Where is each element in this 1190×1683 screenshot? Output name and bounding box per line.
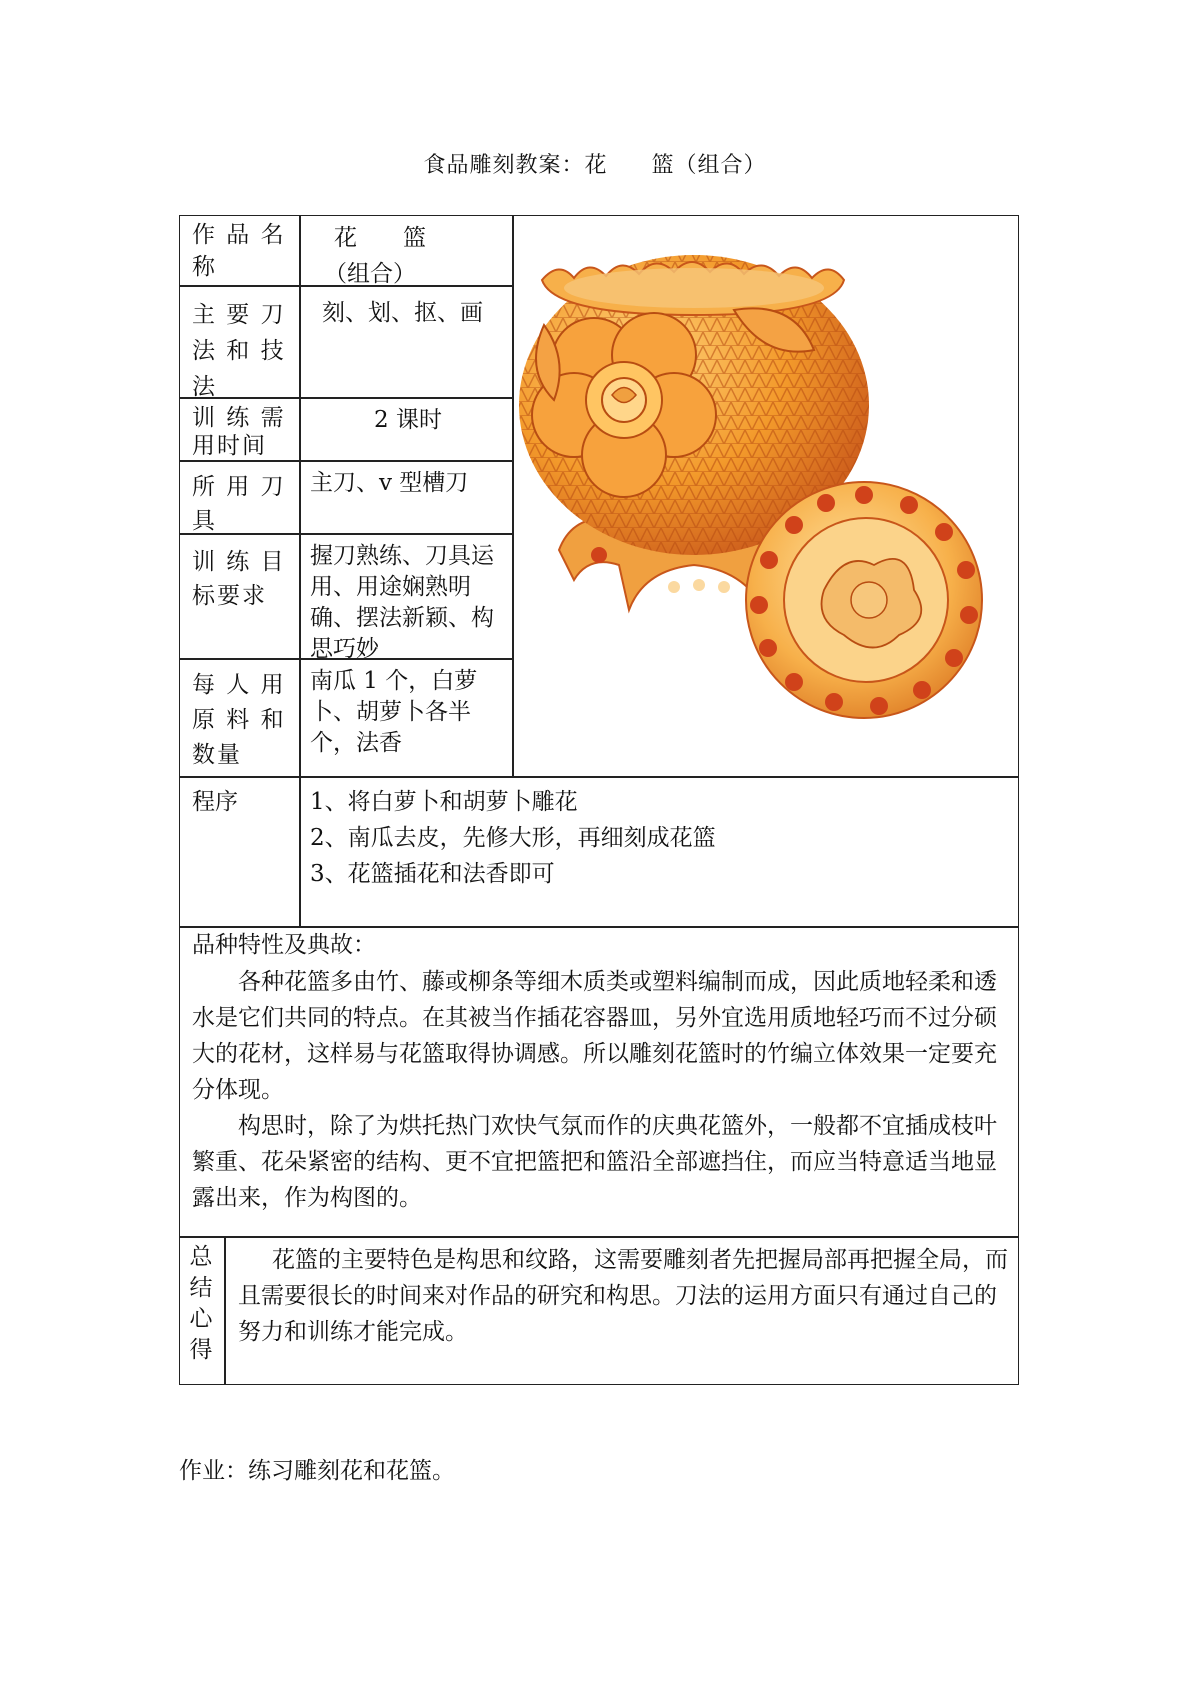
value-time: 2 课时 xyxy=(374,407,442,433)
story-section xyxy=(192,926,1012,1216)
table-divider xyxy=(179,1236,1019,1238)
page-title xyxy=(0,148,1190,179)
story-paragraph: 各种花篮多由竹、藤或柳条等细木质类或塑料编制而成，因此质地轻柔和透水是它们共同的特点。在其被当作插花容器皿，另外宜选用质地轻巧而不过分硕大的花材，这样易与花篮取得协调感。所以雕刻花篮时的竹编立体效果一定要充分体现。 xyxy=(192,969,997,1103)
procedure-step: 2、南瓜去皮，先修大形，再细刻成花篮 xyxy=(310,825,716,851)
procedure-step: 3、花篮插花和法香即可 xyxy=(310,861,555,887)
basket-lid xyxy=(746,482,982,718)
table-divider xyxy=(179,776,1019,778)
summary-label-char: 得 xyxy=(189,1337,213,1363)
title-left: 食品雕刻教案：花 xyxy=(423,153,608,178)
summary-label-char: 结 xyxy=(189,1275,213,1301)
table-divider xyxy=(299,215,301,927)
label-goal: 训 练 目 标要求 xyxy=(192,549,286,609)
summary-label-char: 总 xyxy=(189,1244,213,1270)
procedure-step: 1、将白萝卜和胡萝卜雕花 xyxy=(310,789,578,815)
value-goal: 握刀熟练、刀具运用、用途娴熟明确、摆法新颖、构思巧妙 xyxy=(310,543,494,662)
label-procedure: 程序 xyxy=(192,789,238,815)
summary-label-char: 心 xyxy=(189,1306,213,1332)
homework-note: 作业：练习雕刻花和花篮。 xyxy=(179,1458,455,1484)
title-right: 篮（组合） xyxy=(651,153,767,178)
table-divider xyxy=(224,1236,226,1385)
label-time: 训 练 需 用时间 xyxy=(192,405,286,459)
label-materials: 每 人 用 原 料 和 数量 xyxy=(192,672,286,768)
label-technique: 主 要 刀 法 和 技 法 xyxy=(192,302,286,400)
story-paragraph: 构思时，除了为烘托热门欢快气氛而作的庆典花篮外，一般都不宜插成枝叶繁重、花朵紧密的结构、更不宜把篮把和篮沿全部遮挡住，而应当特意适当地显露出来，作为构图的。 xyxy=(192,1113,997,1211)
value-name-line2: （组合） xyxy=(324,261,416,287)
summary-paragraph: 花篮的主要特色是构思和纹路，这需要雕刻者先把握局部再把握全局，而且需要很长的时间来对作品的研究和构思。刀法的运用方面只有通过自己的努力和训练才能完成。 xyxy=(238,1247,1008,1345)
label-name: 作 品 名 称 xyxy=(192,222,286,280)
summary-label xyxy=(188,1242,214,1366)
value-tools: 主刀、v 型槽刀 xyxy=(310,470,469,496)
value-name-line1: 花 篮 xyxy=(334,225,426,251)
pumpkin-basket-photo xyxy=(514,220,1014,735)
value-materials: 南瓜 1 个，白萝卜、胡萝卜各半个，法香 xyxy=(310,668,478,756)
table-divider xyxy=(179,460,513,462)
summary-text xyxy=(238,1242,1010,1350)
label-tools: 所 用 刀 具 xyxy=(192,474,286,534)
story-heading: 品种特性及典故： xyxy=(192,932,376,958)
value-technique: 刻、划、抠、画 xyxy=(322,300,483,326)
